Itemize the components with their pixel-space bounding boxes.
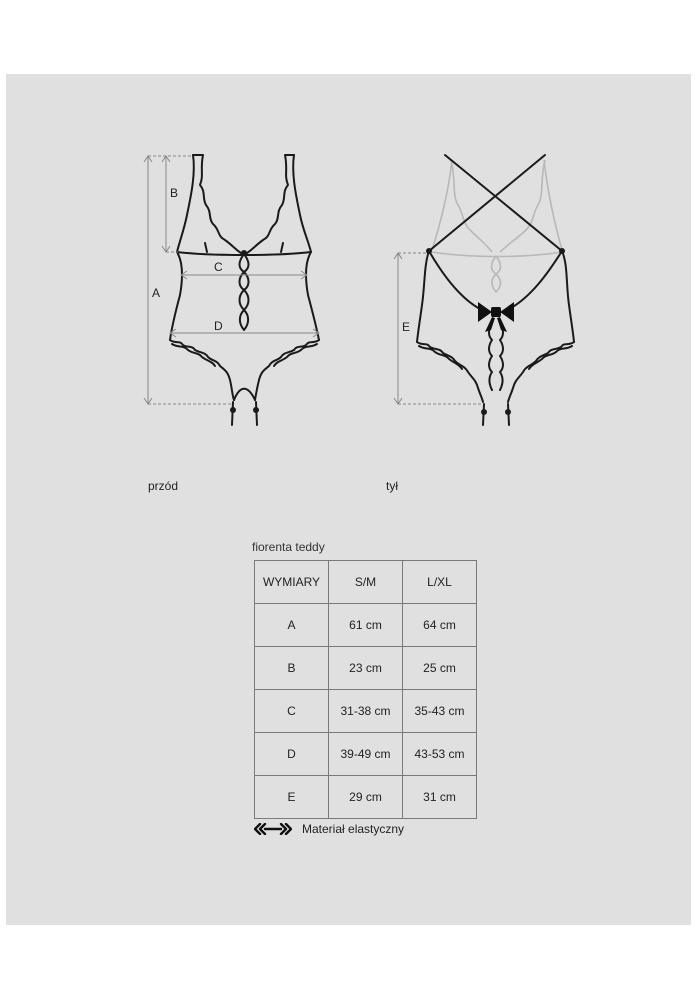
back-right-garter-clip — [505, 409, 511, 415]
dimension-letter-e: E — [402, 320, 411, 334]
header-cell: S/M — [329, 561, 403, 604]
dimension-letter-d: D — [214, 319, 223, 333]
table-cell: D — [255, 733, 329, 776]
table-row — [255, 604, 477, 647]
table-cell: 25 cm — [403, 647, 477, 690]
table-row — [255, 647, 477, 690]
front-view-drawing — [170, 155, 319, 425]
product-name: fiorenta teddy — [252, 540, 325, 554]
table-cell: 64 cm — [403, 604, 477, 647]
table-cell: A — [255, 604, 329, 647]
dimension-letter-a: A — [152, 286, 161, 300]
back-right-ring — [559, 248, 565, 254]
table-row — [255, 690, 477, 733]
front-view-label: przód — [148, 479, 179, 493]
table-cell: 43-53 cm — [403, 733, 477, 776]
dimension-letter-c: C — [214, 260, 223, 274]
back-view-drawing — [417, 155, 574, 425]
table-cell: E — [255, 776, 329, 819]
table-cell: 35-43 cm — [403, 690, 477, 733]
front-bead — [241, 250, 247, 256]
table-cell: 31-38 cm — [329, 690, 403, 733]
header-cell: L/XL — [403, 561, 477, 604]
table-row — [255, 776, 477, 819]
legend — [254, 822, 404, 836]
back-left-ring — [426, 248, 432, 254]
table-row — [255, 733, 477, 776]
header-cell: WYMIARY — [255, 561, 329, 604]
elastic-arrows-icon — [254, 823, 292, 835]
size-table — [254, 560, 477, 819]
back-view-label: tył — [386, 479, 398, 493]
table-header-row — [255, 561, 477, 604]
left-garter-clip — [230, 407, 236, 413]
table-cell: C — [255, 690, 329, 733]
right-garter-clip — [253, 407, 259, 413]
table-cell: 29 cm — [329, 776, 403, 819]
table-cell: B — [255, 647, 329, 690]
table-cell: 39-49 cm — [329, 733, 403, 776]
back-left-garter-clip — [481, 409, 487, 415]
back-bow — [478, 302, 514, 332]
table-cell: 61 cm — [329, 604, 403, 647]
table-cell: 31 cm — [403, 776, 477, 819]
dimension-letter-b: B — [170, 186, 179, 200]
back-view-see-through-lace — [432, 160, 562, 292]
table-cell: 23 cm — [329, 647, 403, 690]
legend-label: Materiał elastyczny — [302, 822, 405, 836]
